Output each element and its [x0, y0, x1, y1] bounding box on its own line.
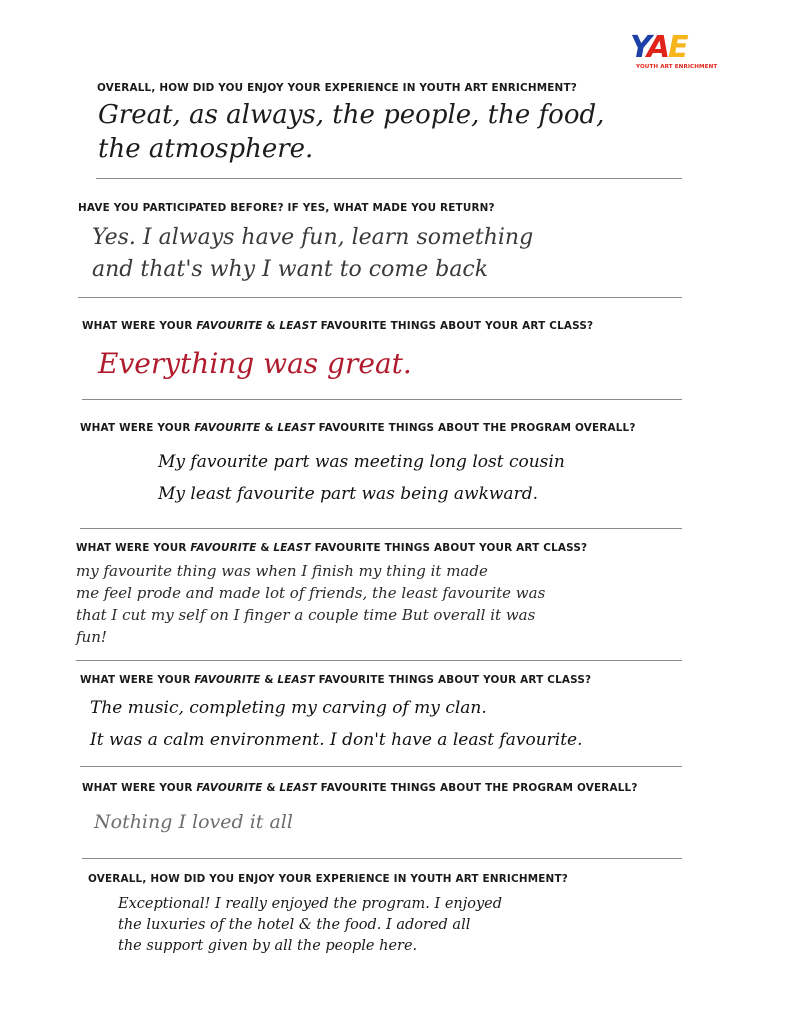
logo-letter-y: Y	[630, 30, 647, 65]
question-text: FAVOURITE THINGS ABOUT YOUR ART CLASS?	[316, 320, 594, 332]
answer-3: Everything was great.	[98, 347, 412, 380]
question-text: WHAT WERE YOUR	[82, 320, 197, 332]
question-least: LEAST	[279, 782, 317, 794]
logo-letters	[630, 30, 687, 65]
question-text: &	[260, 422, 278, 434]
question-2: HAVE YOU PARTICIPATED BEFORE? IF YES, WHAT MADE YOU RETURN?	[78, 202, 495, 214]
answer-5: my favourite thing was when I finish my thing it made me feel prode and made lot of friends, the least favourite was that I cut my self on I finger a couple time But overall it was fun!	[76, 562, 546, 646]
divider-line	[78, 297, 682, 298]
question-text: FAVOURITE THINGS ABOUT THE PROGRAM OVERALL?	[316, 782, 638, 794]
divider-line	[76, 660, 682, 661]
question-favourite: FAVOURITE	[196, 782, 263, 794]
question-text: &	[260, 674, 278, 686]
answer-1: Great, as always, the people, the food, the atmosphere.	[98, 100, 605, 164]
question-text: &	[256, 542, 274, 554]
question-favourite: FAVOURITE	[194, 422, 261, 434]
question-text: &	[262, 782, 280, 794]
logo-letter-e: E	[668, 30, 687, 65]
divider-line	[96, 178, 682, 179]
question-7	[82, 782, 638, 794]
answer-2: Yes. I always have fun, learn something and that's why I want to come back	[92, 225, 534, 282]
divider-line	[82, 399, 682, 400]
question-text: WHAT WERE YOUR	[80, 422, 195, 434]
question-least: LEAST	[277, 674, 315, 686]
question-least: LEAST	[279, 320, 317, 332]
question-text: FAVOURITE THINGS ABOUT YOUR ART CLASS?	[310, 542, 588, 554]
question-text: FAVOURITE THINGS ABOUT THE PROGRAM OVERALL?	[314, 422, 636, 434]
question-least: LEAST	[273, 542, 311, 554]
divider-line	[82, 858, 682, 859]
divider-line	[80, 766, 682, 767]
question-least: LEAST	[277, 422, 315, 434]
answer-4: My favourite part was meeting long lost cousin My least favourite part was being awkward.	[158, 452, 565, 504]
question-text: WHAT WERE YOUR	[80, 674, 195, 686]
question-8: OVERALL, HOW DID YOU ENJOY YOUR EXPERIENCE IN YOUTH ART ENRICHMENT?	[88, 873, 568, 885]
question-favourite: FAVOURITE	[194, 674, 261, 686]
question-favourite: FAVOURITE	[196, 320, 263, 332]
question-5	[76, 542, 587, 554]
question-6	[80, 674, 591, 686]
answer-8: Exceptional! I really enjoyed the program. I enjoyed the luxuries of the hotel & the food. I adored all the support given by all the people here.	[118, 896, 503, 954]
question-text: WHAT WERE YOUR	[82, 782, 197, 794]
question-text: &	[262, 320, 280, 332]
question-text: FAVOURITE THINGS ABOUT YOUR ART CLASS?	[314, 674, 592, 686]
question-3	[82, 320, 593, 332]
answer-6: The music, completing my carving of my clan. It was a calm environment. I don't have a least favourite.	[90, 698, 583, 750]
answer-7: Nothing I loved it all	[94, 811, 293, 833]
question-favourite: FAVOURITE	[190, 542, 257, 554]
divider-line	[80, 528, 682, 529]
logo-letter-a: A	[646, 30, 669, 65]
question-text: WHAT WERE YOUR	[76, 542, 191, 554]
question-4	[80, 422, 636, 434]
logo-subtitle: YOUTH ART ENRICHMENT	[636, 64, 718, 70]
yae-logo	[630, 30, 718, 75]
question-1: OVERALL, HOW DID YOU ENJOY YOUR EXPERIENCE IN YOUTH ART ENRICHMENT?	[97, 82, 577, 94]
